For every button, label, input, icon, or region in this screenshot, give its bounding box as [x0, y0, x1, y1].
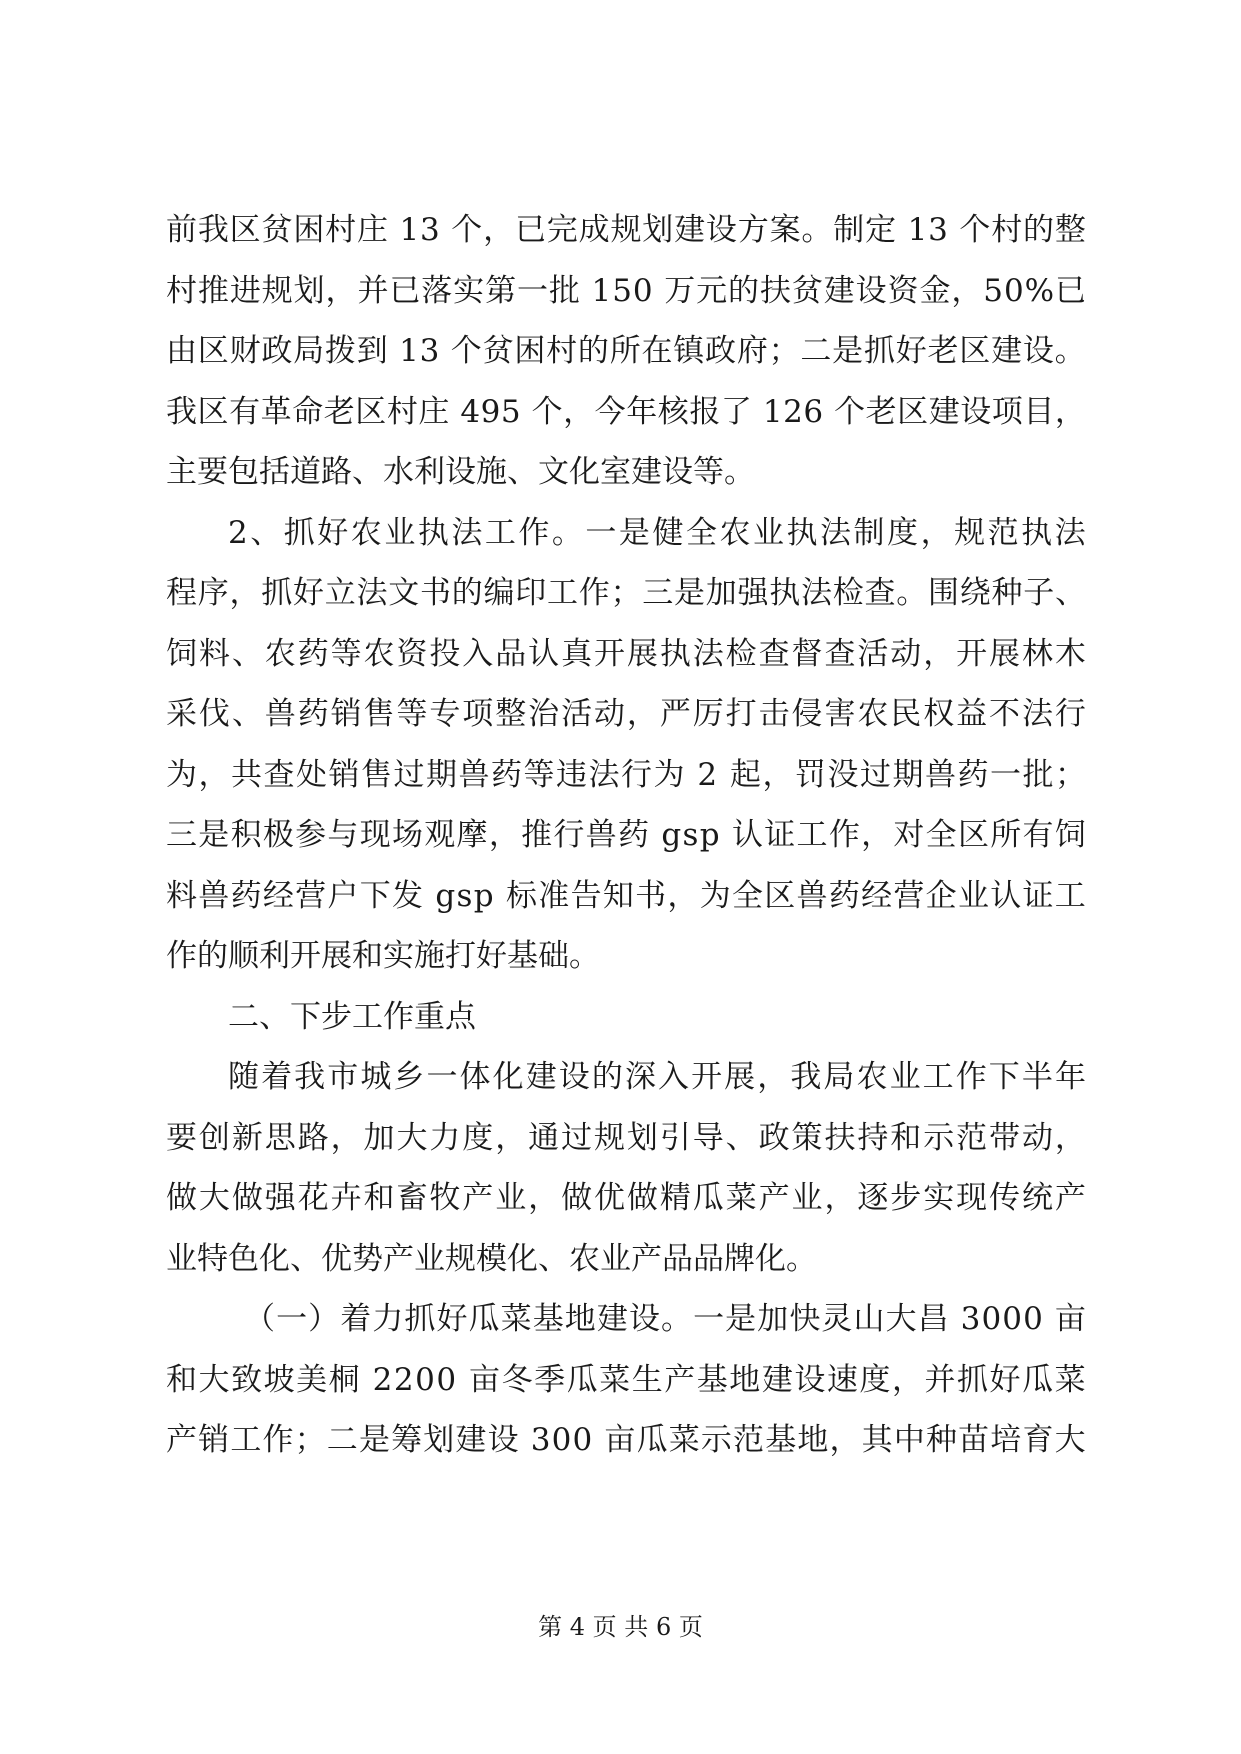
text-line: 和 大 致 坡 美 桐 2 2 0 0 亩 冬 季 瓜 菜 生 产 基 地 建 设 速 度 ， 并 抓 好 瓜 菜 — [166, 1361, 1086, 1398]
text-line: 前 我 区 贫 困 村 庄 1 3 个 ， 已 完 成 规 划 建 设 方 案 。 制 定 1 3 个 村 的 整 — [166, 212, 1086, 248]
page-footer: 第 4 页 共 6 页 — [538, 1613, 703, 1641]
text-line: 做 大 做 强 花 卉 和 畜 牧 产 业 ， 做 优 做 精 瓜 菜 产 业 ， 逐 步 实 现 传 统 产 — [166, 1180, 1086, 1216]
text-line: 程 序 ， 抓 好 立 法 文 书 的 编 印 工 作 ； 三 是 加 强 执 法 检 查 。 围 绕 种 子 、 — [166, 575, 1086, 611]
text-line: 村 推 进 规 划 ， 并 已 落 实 第 一 批 1 5 0 万 元 的 扶 贫 建 设 资 金 ， 5 0 % 已 — [166, 272, 1086, 309]
text-line: 要 创 新 思 路 ， 加 大 力 度 ， 通 过 规 划 引 导 、 政 策 扶 持 和 示 范 带 动 ， — [166, 1119, 1086, 1156]
text-line: 饲 料 、 农 药 等 农 资 投 入 品 认 真 开 展 执 法 检 查 督 查 活 动 ， 开 展 林 木 — [166, 635, 1086, 672]
text-line: 产 销 工 作 ； 二 是 筹 划 建 设 3 0 0 亩 瓜 菜 示 范 基 地 ， 其 中 种 苗 培 育 大 — [166, 1422, 1086, 1458]
text-line: 为 ， 共 查 处 销 售 过 期 兽 药 等 违 法 行 为 2 起 ， 罚 没 过 期 兽 药 一 批 ； — [166, 756, 1086, 793]
text-line: 我 区 有 革 命 老 区 村 庄 4 9 5 个 ， 今 年 核 报 了 1 2 6 个 老 区 建 设 项 目 ， — [166, 393, 1086, 430]
document-body — [166, 200, 1086, 1471]
text-line: 料 兽 药 经 营 户 下 发 g s p 标 准 告 知 书 ， 为 全 区 兽 药 经 营 企 业 认 证 工 — [166, 877, 1086, 914]
text-line: 2 、 抓 好 农 业 执 法 工 作 。 一 是 健 全 农 业 执 法 制 度 ， 规 范 执 法 — [228, 514, 1086, 551]
text-line: 采 伐 、 兽 药 销 售 等 专 项 整 治 活 动 ， 严 厉 打 击 侵 害 农 民 权 益 不 法 行 — [166, 696, 1086, 732]
text-line: 由 区 财 政 局 拨 到 1 3 个 贫 困 村 的 所 在 镇 政 府 ； 二 是 抓 好 老 区 建 设 。 — [166, 333, 1086, 369]
text-line: 随 着 我 市 城 乡 一 体 化 建 设 的 深 入 开 展 ， 我 局 农 业 工 作 下 半 年 — [228, 1059, 1086, 1095]
text-line: 作的顺利开展和实施打好基础。 — [166, 938, 600, 974]
section-heading: 二、下步工作重点 — [228, 998, 476, 1035]
text-line: 主要包括道路、水利设施、文化室建设等。 — [166, 454, 755, 490]
text-line: （ 一 ） 着 力 抓 好 瓜 菜 基 地 建 设 。 一 是 加 快 灵 山 大 昌 3 0 0 0 亩 — [244, 1301, 1086, 1337]
text-line: 三 是 积 极 参 与 现 场 观 摩 ， 推 行 兽 药 g s p 认 证 工 作 ， 对 全 区 所 有 饲 — [166, 817, 1086, 853]
text-line: 业特色化、优势产业规模化、农业产品品牌化。 — [166, 1240, 817, 1277]
